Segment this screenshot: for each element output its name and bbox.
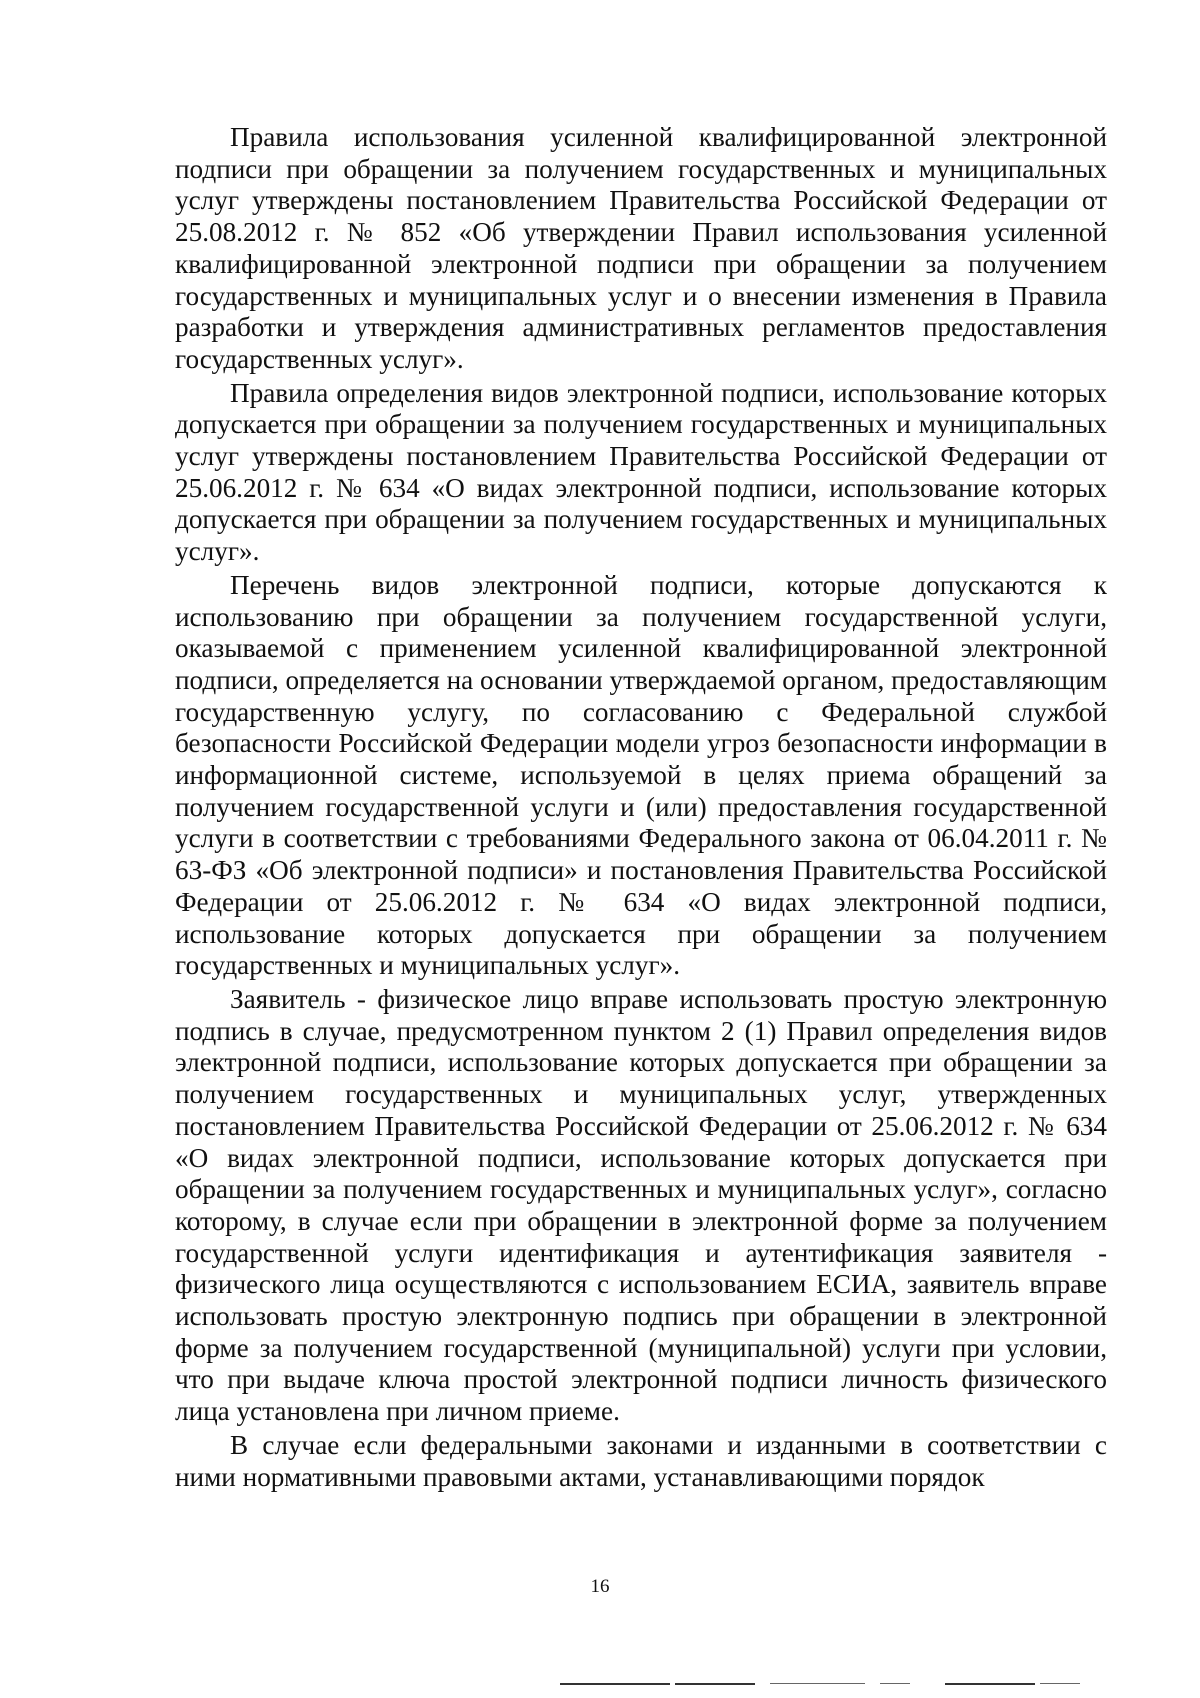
page-number: 16 [590,1576,610,1597]
scan-artifact-line [675,1683,755,1685]
paragraph-3: Перечень видов электронной подписи, которые допускаются к использованию при обращении за получением государственной услуги, оказываемой с применением усиленной квалифицированной электронной подписи, определяется на основании утверждаемой органом, предоставляющим государственную услугу, по согласованию с Федеральной службой безопасности Российской Федерации модели угроз безопасности информации в информационной системе, используемой в целях приема обращений за получением государственной услуги и (или) предоставления государственной услуги в соответствии с требованиями Федерального закона от 06.04.2011 г. № 63-ФЗ «Об электронной подписи» и постановления Правительства Российской Федерации от 25.06.2012 г. № 634 «О видах электронной подписи, использование которых допускается при обращении за получением государственных и муниципальных услуг». [175,569,1107,981]
paragraph-1: Правила использования усиленной квалифицированной электронной подписи при обращении за получением государственных и муниципальных услуг утверждены постановлением Правительства Российской Федерации от 25.08.2012 г. № 852 «Об утверждении Правил использования усиленной квалифицированной электронной подписи при обращении за получением государственных и муниципальных услуг и о внесении изменения в Правила разработки и утверждения административных регламентов предоставления государственных услуг». [175,122,1107,374]
document-body [175,122,1107,1493]
paragraph-2: Правила определения видов электронной подписи, использование которых допускается при обращении за получением государственных и муниципальных услуг утверждены постановлением Правительства Российской Федерации от 25.06.2012 г. № 634 «О видах электронной подписи, использование которых допускается при обращении за получением государственных и муниципальных услуг». [175,377,1107,567]
scan-artifact-line [880,1683,910,1684]
paragraph-4: Заявитель - физическое лицо вправе использовать простую электронную подпись в случае, предусмотренном пунктом 2 (1) Правил определения видов электронной подписи, использование которых допускается при обращении за получением государственных и муниципальных услуг, утвержденных постановлением Правительства Российской Федерации от 25.06.2012 г. № 634 «О видах электронной подписи, использование которых допускается при обращении за получением государственных и муниципальных услуг», согласно которому, в случае если при обращении в электронной форме за получением государственной услуги идентификация и аутентификация заявителя - физического лица осуществляются с использованием ЕСИА, заявитель вправе использовать простую электронную подпись при обращении в электронной форме за получением государственной (муниципальной) услуги при условии, что при выдаче ключа простой электронной подписи личность физического лица установлена при личном приеме. [175,983,1107,1427]
scan-artifact-line [770,1683,865,1684]
scan-artifact-line [560,1683,670,1685]
scan-artifact-line [1040,1683,1080,1684]
paragraph-5: В случае если федеральными законами и изданными в соответствии с ними нормативными правовыми актами, устанавливающими порядок [175,1429,1107,1492]
scan-artifact-line [945,1683,1035,1685]
